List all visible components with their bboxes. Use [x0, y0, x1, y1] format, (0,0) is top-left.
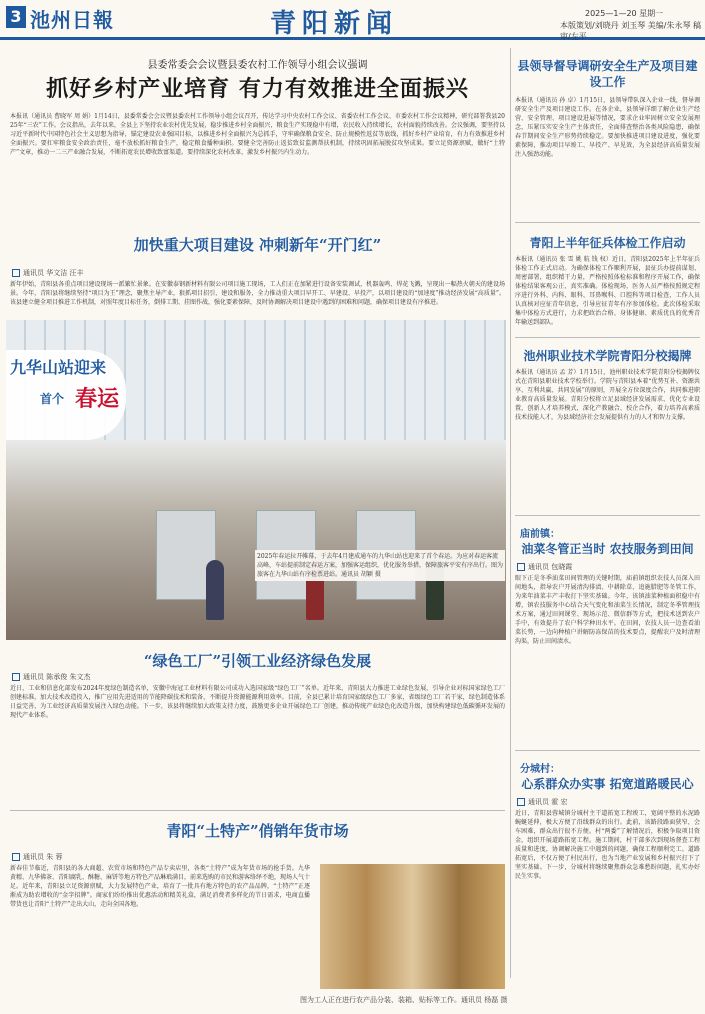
editors-line: 本版策划/刘晓丹 刘玉琴 美编/朱永琴 稿审/左平	[560, 21, 702, 41]
green-byline-text: 通讯员 陈承俊 朱文杰	[23, 673, 91, 681]
photo-title-highlight: 春运	[75, 386, 120, 412]
safety-body: 本报讯（通讯员 孙 卓）1月15日，县领导带队深入企业一线，督导调研安全生产及项目建设工作。在各企业，县领导详细了解企业生产经营、安全管理、项目建设进展等情况，要求企业牢固树立安全发展理念，压紧压实安全生产主体责任，全面排查整治各类风险隐患，确保春节期间安全生产形势持续稳定。要加快推进项目建设进度，强化要素保障，推动项目早竣工、早投产、早见效，为全县经济高质量发展注入强劲动能。	[515, 97, 700, 158]
warmth-body: 近日，青阳县蓉城镇分城村主干道拓宽工程竣工，宽阔平整的水泥路蜿蜒延伸，极大方便了沿线群众的出行。此前，该路段路面狭窄，会车困难，群众出行很不方便。村“两委”了解情况后，积极争取项目资金，组织开展道路拓宽工程。施工期间，村干部多次到现场督查工程质量和进度，协调解决施工中遇到的问题，确保工程顺利完工。道路拓宽后，不仅方便了村民出行，也为当地产业发展和乡村振兴打下了坚实基础。下一步，分城村将继续聚焦群众急难愁盼问题，扎实办好民生实事。	[515, 810, 700, 880]
agri-kicker: 庙前镇：	[520, 529, 560, 540]
safety-article	[515, 96, 700, 216]
passenger	[206, 560, 224, 620]
divider	[515, 222, 700, 223]
projects-body: 新年伊始，青阳县各重点项目建设现场一派繁忙景象。在安徽泰钢新材料有限公司项目施工现场，工人们正在加紧进行设备安装调试，机器轰鸣、焊花飞溅，呈现出一幅热火朝天的建设场景。今年，青阳县将继续坚持“项目为王”理念，聚焦主导产业，狠抓项目招引、建设和服务，全力推动重大项目早开工、早建设、早投产，以项目建设的“加速度”推动经济发展“高质量”。该县建立健全项目推进工作机制，对照年度目标任务，倒排工期、挂图作战，强化要素保障，及时协调解决项目建设中遇到的困难和问题，确保项目建设有序推进。	[10, 281, 505, 306]
lead-kicker: 县委常委会会议暨县委农村工作领导小组会议强调	[147, 60, 368, 71]
college-body: 本报讯（通讯员 孟 芳）1月15日，池州职业技术学院青阳分校揭牌仪式在青阳县职业技术学校举行。学院与青阳县本着“优势互补、资源共享、互利共赢、共同发展”的原则，开展全方位深度合作，共同推进职业教育高质量发展。青阳分校将立足县域经济发展需求，优化专业设置，创新人才培养模式，深化产教融合、校企合作，着力培养高素质技术技能人才，为县域经济社会发展提供有力的人才和智力支撑。	[515, 369, 700, 421]
photo-title-line1: 九华山站迎来	[10, 358, 107, 377]
issue-date: 2025—1—20 星期一	[585, 9, 664, 18]
section-title: 青阳新闻	[270, 9, 399, 39]
divider	[10, 810, 505, 811]
paper-logo: 池州日報	[30, 8, 114, 32]
byline-marker-icon	[12, 673, 20, 681]
projects-byline	[12, 268, 83, 278]
byline-marker-icon	[12, 853, 20, 861]
lead-body: 本报讯（通讯员 曹晓军 周 娟）1月14日，县委常委会会议暨县委农村工作领导小组会议召开，传达学习中央农村工作会议、省委农村工作会议、市委农村工作会议精神，研究部署我县2025年“三农”工作。会议指出，去年以来，全县上下坚持农业农村优先发展，稳步推进乡村全面振兴，粮食生产实现稳中有增，农民收入持续增长，农村面貌持续改善。会议强调，要坚持以习近平新时代中国特色社会主义思想为指导，锚定建设农业强国目标，以推进乡村全面振兴为总抓手，守牢确保粮食安全、防止规模性返贫等底线，抓好乡村产业培育，有力有效推进乡村全面振兴。要扛牢粮食安全政治责任，毫不放松抓好粮食生产，稳定粮食播种面积。要健全完善防止返贫致贫监测帮扶机制，持续巩固拓展脱贫攻坚成果。要立足资源禀赋，做好“土特产”文章，推动一二三产业融合发展，不断拓宽农民增收致富渠道。要持续深化农村改革，激发乡村振兴内生动力。	[10, 113, 505, 156]
warmth-byline	[517, 797, 567, 807]
recruit-body: 本报讯（通讯员 张 雪 姚 航 钱 权）近日，青阳县2025年上半年征兵体检工作正式启动。为确保体检工作顺利开展，县征兵办提前谋划、周密部署，组织精干力量，严格按照体检标准和程序开展工作，确保体检结果客观公正、真实准确。体检现场，医务人员严格按照规定程序进行外科、内科、眼科、耳鼻喉科、口腔科等项目检查，工作人员认真核对应征青年信息，引导应征青年有序参加体检。此次体检采取集中体检方式进行，力求把政治合格、身体健康、素质优良的优秀青年输送到部队。	[515, 256, 700, 326]
divider	[515, 515, 700, 516]
safety-headline: 县领导督导调研安全生产及项目建设工作	[517, 59, 698, 89]
projects-article	[10, 280, 505, 320]
green-headline: “绿色工厂”引领工业经济绿色发展	[143, 652, 372, 670]
divider	[515, 750, 700, 751]
recruit-headline: 青阳上半年征兵体检工作启动	[529, 236, 686, 250]
agri-body: 眼下正是冬季油菜田间管理的关键时期，庙前镇组织农技人员深入田间地头，指导农户开展清沟排渍、中耕除草、追施腊肥等冬管工作，为来年油菜丰产丰收打下坚实基础。今年，该镇油菜种植面积稳中有增，镇农技服务中心结合天气变化和油菜生长情况，制定冬季管理技术方案，通过田间课堂、现场示范、微信群等方式，把技术送到农户手中，有效提升了农户科学种田水平。在田间，农技人员一边查看油菜长势，一边向种植户讲解防冻保苗的技术要点，提醒农户及时清理沟渠，防止田间渍水。	[515, 575, 700, 645]
market-photo	[320, 864, 505, 989]
lead-article	[10, 112, 505, 222]
market-byline	[12, 852, 62, 862]
photo-caption: 2025年春运拉开帷幕，于去年4月建成通车的九华山站也迎来了首个春运。为应对春运客流高峰，车站提前制定春运方案，加强客运组织，优化服务举措，保障旅客平安有序出行。图为旅客在九华山站有序检票进站。通讯员 胡颖 摄	[255, 550, 505, 581]
agri-headline: 油菜冬管正当时 农技服务到田间	[521, 542, 694, 556]
market-byline-text: 通讯员 朱 蓉	[23, 853, 63, 861]
byline-marker-icon	[517, 798, 525, 806]
warmth-byline-text: 通讯员 霍 宏	[528, 798, 568, 806]
footer-caption: 图为工人正在进行农产品分装、装箱、贴标等工作。通讯员 杨磊 摄	[300, 996, 508, 1004]
projects-byline-text: 通讯员 华文洁 汪丰	[23, 269, 84, 277]
warmth-headline: 心系群众办实事 拓宽道路暖民心	[521, 777, 694, 791]
college-headline: 池州职业技术学院青阳分校揭牌	[523, 349, 692, 363]
divider	[515, 337, 700, 338]
agri-article	[515, 574, 700, 744]
page-number: 3	[6, 6, 26, 28]
green-byline	[12, 672, 90, 682]
college-article	[515, 368, 700, 508]
warmth-kicker: 分城村：	[520, 764, 560, 775]
byline-marker-icon	[517, 563, 525, 571]
recruit-article	[515, 255, 700, 330]
byline-marker-icon	[12, 269, 20, 277]
market-headline: 青阳“土特产”俏销年货市场	[166, 822, 349, 840]
agri-byline-text: 通讯员 包晓霞	[528, 563, 573, 571]
warmth-article	[515, 809, 700, 994]
column-divider	[510, 48, 511, 978]
photo-title-line2: 首个	[40, 392, 65, 406]
green-body: 近日，工业和信息化部发布2024年度绿色制造名单，安徽中海冠工业材料有限公司成功入选国家级“绿色工厂”名单。近年来，青阳县大力推进工业绿色发展，引导企业对标国家绿色工厂创建标准，加大技术改造投入，推广应用先进适用的节能降碳技术和装备，不断提升资源能源利用效率。目前，全县已累计培育国家级绿色工厂多家，省级绿色工厂若干家，绿色制造体系日益完善，为工业经济高质量发展注入绿色动能。下一步，该县将继续加大政策支持力度，鼓励更多企业开展绿色工厂创建，推动传统产业绿色化改造升级，加快构建绿色低碳循环发展的现代产业体系。	[10, 685, 505, 719]
agri-byline	[517, 562, 572, 572]
lead-headline: 抓好乡村产业培育 有力有效推进全面振兴	[46, 76, 469, 102]
green-article	[10, 684, 505, 804]
projects-headline: 加快重大项目建设 冲刺新年“开门红”	[133, 236, 382, 254]
market-body: 新春佳节临近，青阳县的各大商超、农贸市场和特色产品专卖店里，各类“土特产”成为年货市场的抢手货。九华黄精、九华佛茶、青阳腐乳、酥糖、麻饼等地方特色产品琳琅满目，前来选购的市民和游客络绎不绝，现场人气十足。近年来，青阳县立足资源禀赋，大力发展特色产业，培育了一批具有地方特色的农产品品牌，“土特产”正逐渐成为助农增收的“金字招牌”。商家们纷纷推出优惠活动和精美礼盒，满足消费者多样化的节日需求，电商直播带货也让青阳“土特产”走出大山，走向全国各地。	[10, 865, 310, 908]
market-article	[10, 864, 310, 989]
